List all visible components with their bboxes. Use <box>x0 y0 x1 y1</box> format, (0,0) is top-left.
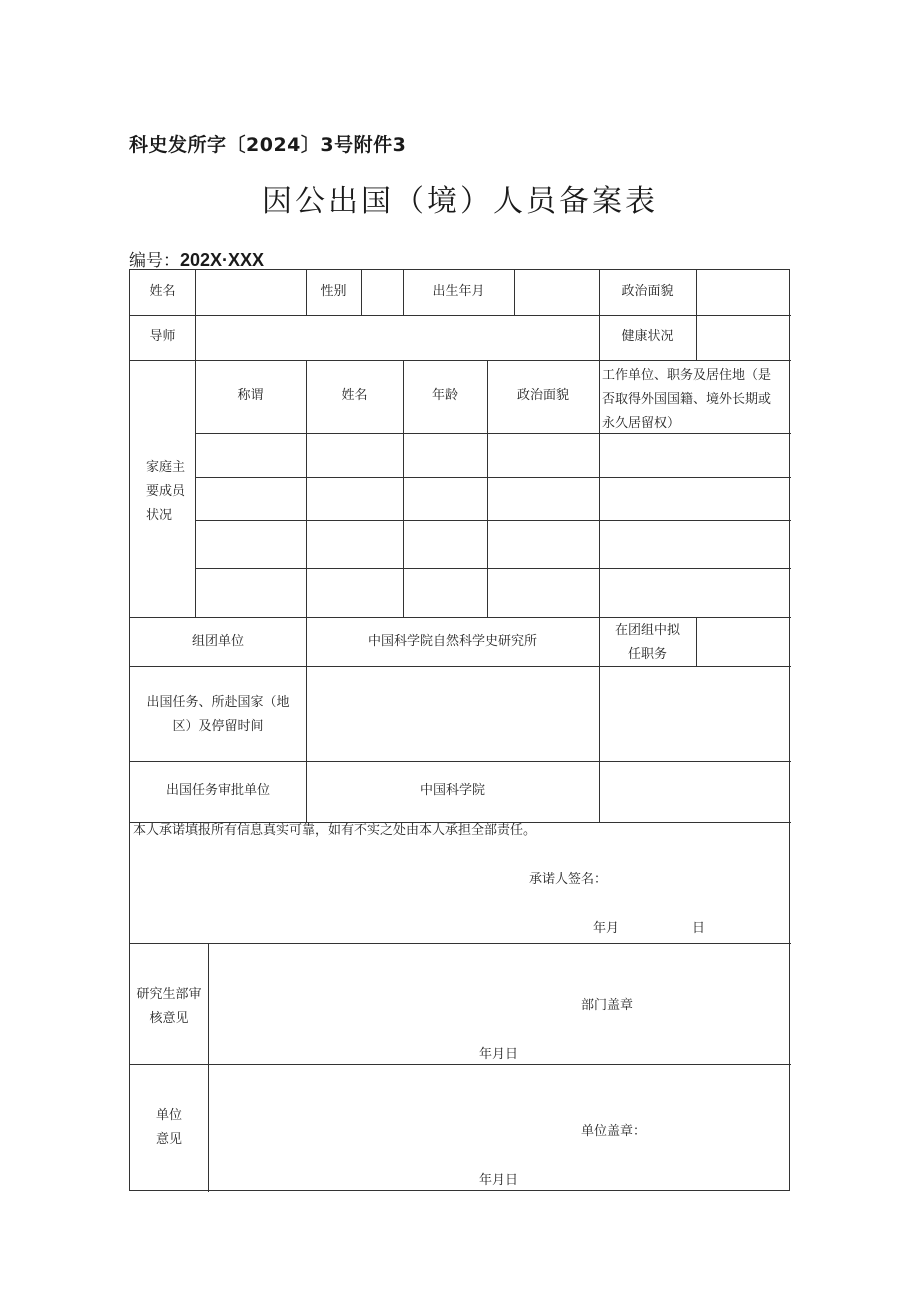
label-political-status: 政治面貌 <box>621 284 674 299</box>
health-status-field[interactable] <box>697 316 789 359</box>
family-member-row[interactable] <box>196 521 790 567</box>
filing-form-table <box>129 269 790 1191</box>
family-member-row[interactable] <box>196 434 790 476</box>
approval-unit-value: 中国科学院 <box>419 783 485 798</box>
label-group-role: 在团组中拟 任职务 <box>614 623 680 662</box>
gender-field[interactable] <box>362 271 402 314</box>
family-member-row[interactable] <box>196 569 790 616</box>
pledge-date-day: 日 <box>692 921 706 936</box>
column-age: 年龄 <box>431 388 458 403</box>
organizing-unit-value: 中国科学院自然科学史研究所 <box>367 634 537 649</box>
number-label: 编号： <box>129 251 180 271</box>
family-member-row[interactable] <box>196 478 790 519</box>
birth-date-field[interactable] <box>515 271 598 314</box>
name-field[interactable] <box>196 271 305 314</box>
column-political-status: 政治面貌 <box>516 388 569 403</box>
political-status-field[interactable] <box>697 271 789 314</box>
column-member-name: 姓名 <box>341 388 368 403</box>
column-relation: 称谓 <box>237 388 264 403</box>
column-work-unit: 工作单位、职务及居住地（是 否取得外国国籍、境外长期或 永久居留权） <box>602 368 772 431</box>
pledge-text: 本人承诺填报所有信息真实可靠，如有不实之处由本人承担全部责任。 <box>133 823 537 838</box>
unit-date: 年月日 <box>479 1173 519 1188</box>
signature-field[interactable] <box>606 868 726 892</box>
label-approval-unit: 出国任务审批单位 <box>165 783 270 798</box>
family-section-label: 家庭主 要成员 状况 <box>146 460 186 523</box>
page-title: 因公出国（境）人员备案表 <box>262 184 658 219</box>
label-task-destination: 出国任务、所赴国家（地 区）及停留时间 <box>146 695 290 734</box>
number-value: 202X·XXX <box>180 250 265 270</box>
task-extra-field[interactable] <box>600 667 789 760</box>
pledge-signature-label: 承诺人签名： <box>529 872 608 887</box>
label-name: 姓名 <box>149 284 176 299</box>
label-unit-opinion: 单位 意见 <box>155 1108 182 1147</box>
label-birth-date: 出生年月 <box>432 284 485 299</box>
pledge-date-year-month: 年月 <box>593 921 620 936</box>
label-health-status: 健康状况 <box>621 329 674 344</box>
document-reference: 科史发所字〔2024〕3号附件3 <box>129 134 407 156</box>
document-number <box>129 246 264 271</box>
grad-dept-date: 年月日 <box>479 1047 519 1062</box>
label-grad-dept-review: 研究生部审 核意见 <box>136 987 202 1026</box>
grad-dept-stamp-label: 部门盖章 <box>581 998 634 1013</box>
mentor-field[interactable] <box>196 316 598 359</box>
unit-stamp-label: 单位盖章： <box>581 1124 647 1139</box>
label-gender: 性别 <box>320 284 347 299</box>
label-mentor: 导师 <box>149 329 176 344</box>
approval-extra-field[interactable] <box>600 763 789 821</box>
group-role-field[interactable] <box>697 618 789 665</box>
task-destination-field[interactable] <box>307 667 598 760</box>
label-organizing-unit: 组团单位 <box>191 634 244 649</box>
